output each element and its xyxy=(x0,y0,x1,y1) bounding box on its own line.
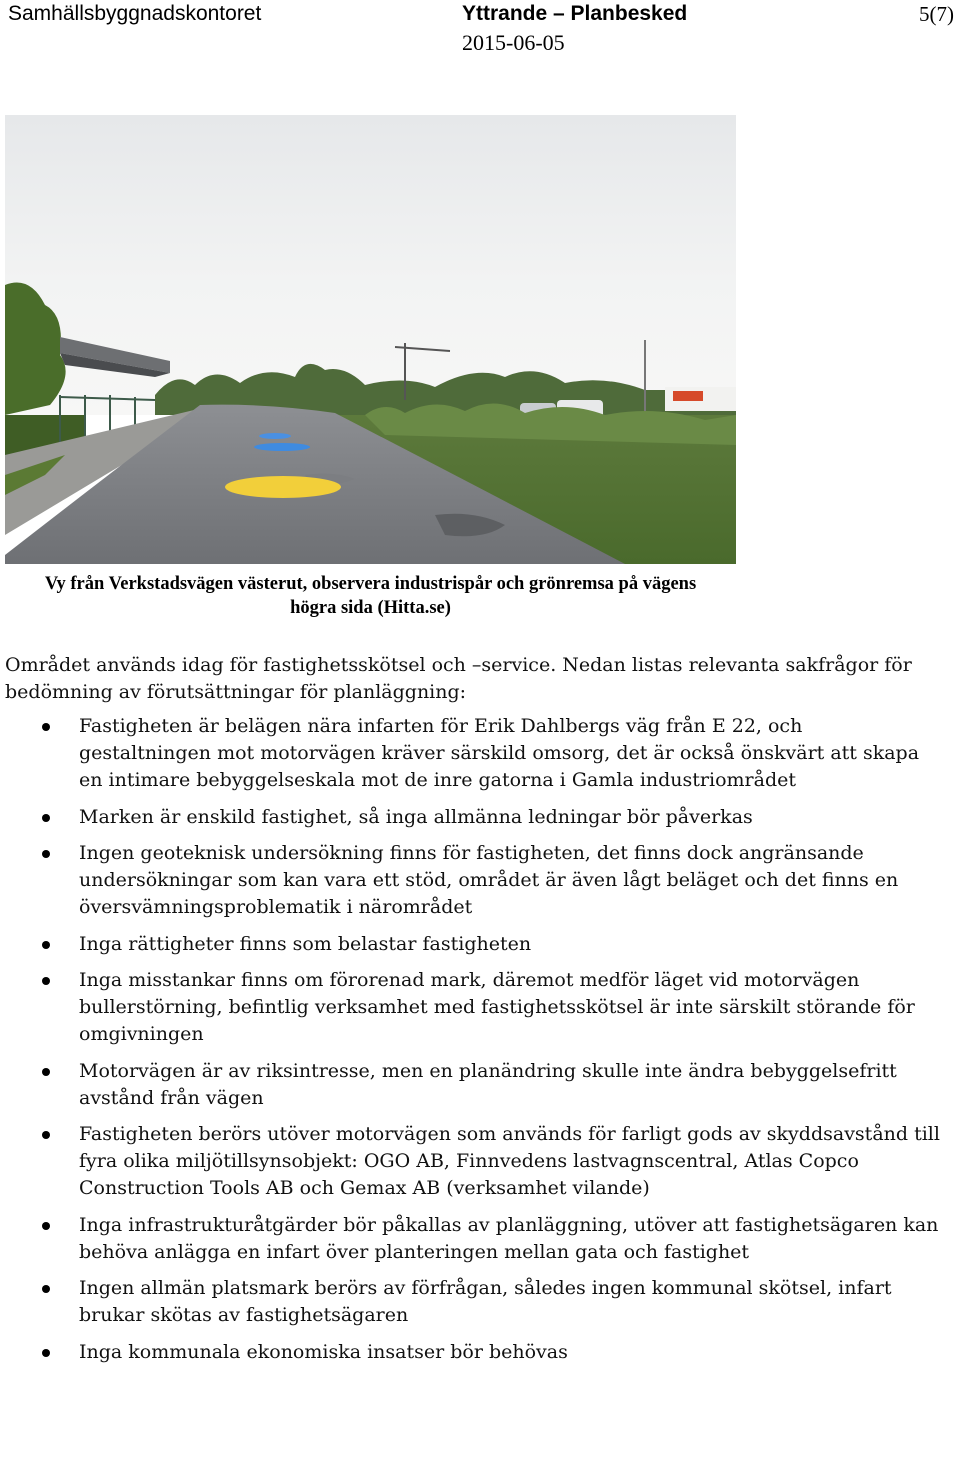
list-item-text: Ingen allmän platsmark berörs av förfrågan, således ingen kommunal skötsel, infart brukar skötas av fastighetsägaren xyxy=(79,1277,892,1326)
list-item-text: Inga misstankar finns om förorenad mark, däremot medför läget vid motorvägen bullerstörning, befintlig verksamhet med fastighetsskötsel är inte särskilt störande för omgivningen xyxy=(79,969,915,1045)
list-item xyxy=(5,1121,940,1202)
list-item-text: Inga infrastrukturåtgärder bör påkallas av planläggning, utöver att fastighetsägaren kan behöva anlägga en infart över planteringen mellan gata och fastighet xyxy=(79,1213,939,1263)
list-item xyxy=(5,1275,940,1329)
list-item-text: Ingen geoteknisk undersökning finns för fastigheten, det finns dock angränsande undersökningar som kan vara ett stöd, området är även lågt beläget och det finns en översvämningsproblematik i närområdet xyxy=(79,842,899,918)
caption-line-1: Vy från Verkstadsvägen västerut, observera industrispår och grönremsa på vägens xyxy=(44,574,697,594)
list-item xyxy=(5,1058,940,1112)
bullet-icon xyxy=(42,1131,50,1139)
page-number: 5(7) xyxy=(919,2,954,26)
bullet-icon xyxy=(42,1222,50,1230)
office-name: Samhällsbyggnadskontoret xyxy=(8,2,262,25)
caption-line-2: högra sida (Hitta.se) xyxy=(290,598,451,618)
list-item-text: Marken är enskild fastighet, så inga allmänna ledningar bör påverkas xyxy=(79,805,753,828)
intro-paragraph: Området används idag för fastighetsskötsel och –service. Nedan listas relevanta sakfrågor för bedömning av förutsättningar för planläggning: xyxy=(5,654,912,703)
photo-caption xyxy=(5,572,736,620)
bullet-icon xyxy=(42,977,50,985)
list-item xyxy=(5,713,940,794)
list-item xyxy=(5,840,940,921)
bullet-icon xyxy=(42,1285,50,1293)
bullet-icon xyxy=(42,814,50,822)
document-date: 2015-06-05 xyxy=(462,30,565,55)
list-item-text: Inga rättigheter finns som belastar fastigheten xyxy=(79,932,532,955)
list-item xyxy=(5,967,940,1048)
list-item-text: Fastigheten berörs utöver motorvägen som används för farligt gods av skyddsavstånd till fyra olika miljötillsynsobjekt: OGO AB, Finnvedens lastvagnscentral, Atlas Copco Construction Tools AB och Gemax AB (verksamhet vilande) xyxy=(79,1123,940,1199)
list-item xyxy=(5,931,940,958)
bullet-icon xyxy=(42,941,50,949)
list-item xyxy=(5,804,940,831)
document-body xyxy=(5,652,940,1375)
list-item-text: Inga kommunala ekonomiska insatser bör behövas xyxy=(79,1340,568,1363)
bullet-icon xyxy=(42,723,50,731)
list-item-text: Motorvägen är av riksintresse, men en planändring skulle inte ändra bebyggelsefritt avstånd från vägen xyxy=(79,1059,897,1109)
document-title: Yttrande – Planbesked xyxy=(462,2,688,25)
list-item-text: Fastigheten är belägen nära infarten för Erik Dahlbergs väg från E 22, och gestaltningen mot motorvägen kräver särskild omsorg, det är också önskvärt att skapa en intimare bebyggelseskala mot de inre gatorna i Gamla industriområdet xyxy=(79,715,920,791)
list-item xyxy=(5,1339,940,1366)
street-view-photo xyxy=(5,115,736,564)
bullet-icon xyxy=(42,1349,50,1357)
bullet-icon xyxy=(42,1068,50,1076)
list-item xyxy=(5,1212,940,1266)
bullet-icon xyxy=(42,850,50,858)
page-header xyxy=(0,0,960,60)
issue-list xyxy=(5,713,940,1366)
